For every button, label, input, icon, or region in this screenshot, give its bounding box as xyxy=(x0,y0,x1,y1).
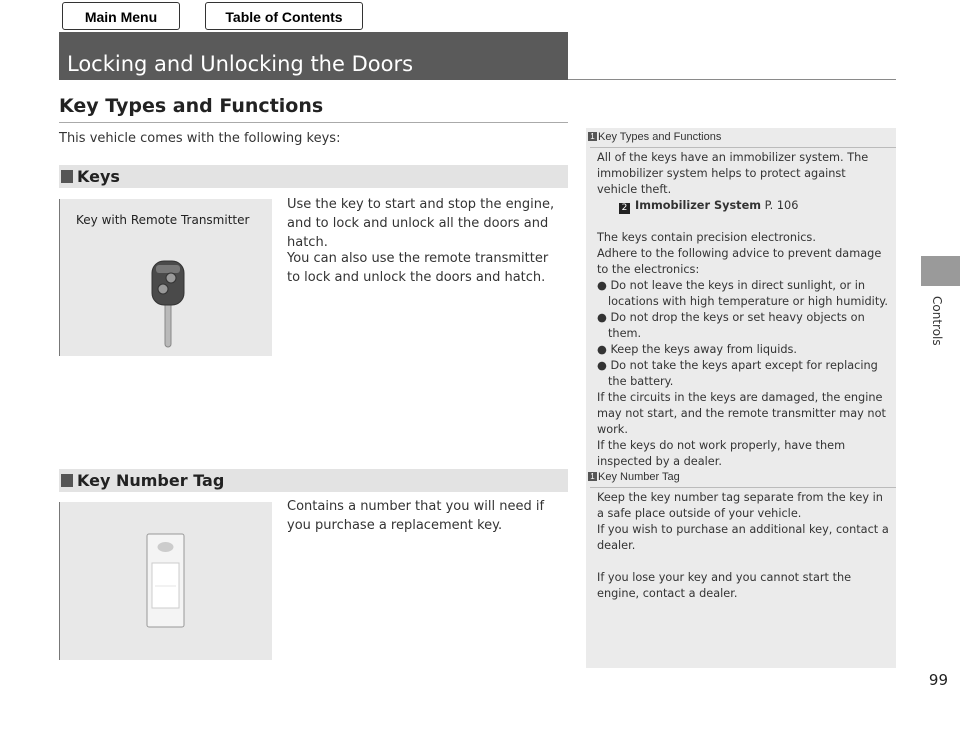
bullet-square-icon xyxy=(61,170,73,183)
keys-subheading xyxy=(59,165,568,188)
chapter-tab-marker xyxy=(921,256,960,286)
chapter-title: Locking and Unlocking the Doors xyxy=(67,52,414,76)
keys-paragraph-2: You can also use the remote transmitter to lock and unlock the doors and hatch. xyxy=(287,251,549,285)
header-divider xyxy=(568,79,896,80)
page-number: 99 xyxy=(928,671,948,689)
section-heading: Key Types and Functions xyxy=(59,95,324,117)
key-number-tag-subheading-label: Key Number Tag xyxy=(77,471,225,490)
note-divider xyxy=(590,487,896,488)
remote-key-icon xyxy=(148,257,188,352)
key-number-tag-paragraph: Contains a number that you will need if you purchase a replacement key. xyxy=(287,499,545,533)
bullet-square-icon xyxy=(61,474,73,487)
section-divider xyxy=(59,122,568,123)
note-heading-key-types: 1 Key Types and Functions xyxy=(588,131,721,143)
note-body-key-number-tag: Keep the key number tag separate from the key in a safe place outside of your vehicle. If you wish to purchase an additional key, contact a dealer. If you lose your key and you cannot start the engine, contact a dealer. xyxy=(597,491,889,600)
chapter-tab-label: Controls xyxy=(930,296,944,346)
key-figure xyxy=(59,199,272,356)
key-figure-caption: Key with Remote Transmitter xyxy=(76,213,250,227)
note-divider xyxy=(590,147,896,148)
table-of-contents-button[interactable]: Table of Contents xyxy=(205,2,363,30)
key-tag-figure xyxy=(59,502,272,660)
note-heading-key-number-tag: 1 Key Number Tag xyxy=(588,471,680,483)
note-marker-icon: 1 xyxy=(588,472,597,481)
intro-text: This vehicle comes with the following keys: xyxy=(59,131,341,146)
key-number-tag-subheading xyxy=(59,469,568,492)
note-marker-icon: 1 xyxy=(588,132,597,141)
note-body-key-types: All of the keys have an immobilizer system. The immobilizer system helps to protect against vehicle theft. 2 Immobilizer System P. 106 The keys contain precision electronics. Adhere to the following advice to prevent damage to the electronics: ● Do not leave the keys in direct sunlight, or in locations with high temperature or high humidity. ● Do not drop the keys or set heavy objects on them. ● Keep the keys away from liquids. ● Do not take the keys apart except for replacing the battery. If the circuits in the keys are damaged, the engine may not start, and the remote transmitter may not work. If the keys do not work properly, have them inspected by a dealer. xyxy=(597,151,888,468)
keys-paragraph-1: Use the key to start and stop the engine, and to lock and unlock all the doors and hatch. xyxy=(287,197,555,250)
keys-subheading-label: Keys xyxy=(77,167,120,186)
key-number-tag-icon xyxy=(146,533,186,629)
main-menu-button[interactable]: Main Menu xyxy=(62,2,180,30)
cross-reference-link[interactable]: 2 Immobilizer System P. 106 xyxy=(597,198,889,214)
reference-arrow-icon: 2 xyxy=(619,203,630,214)
